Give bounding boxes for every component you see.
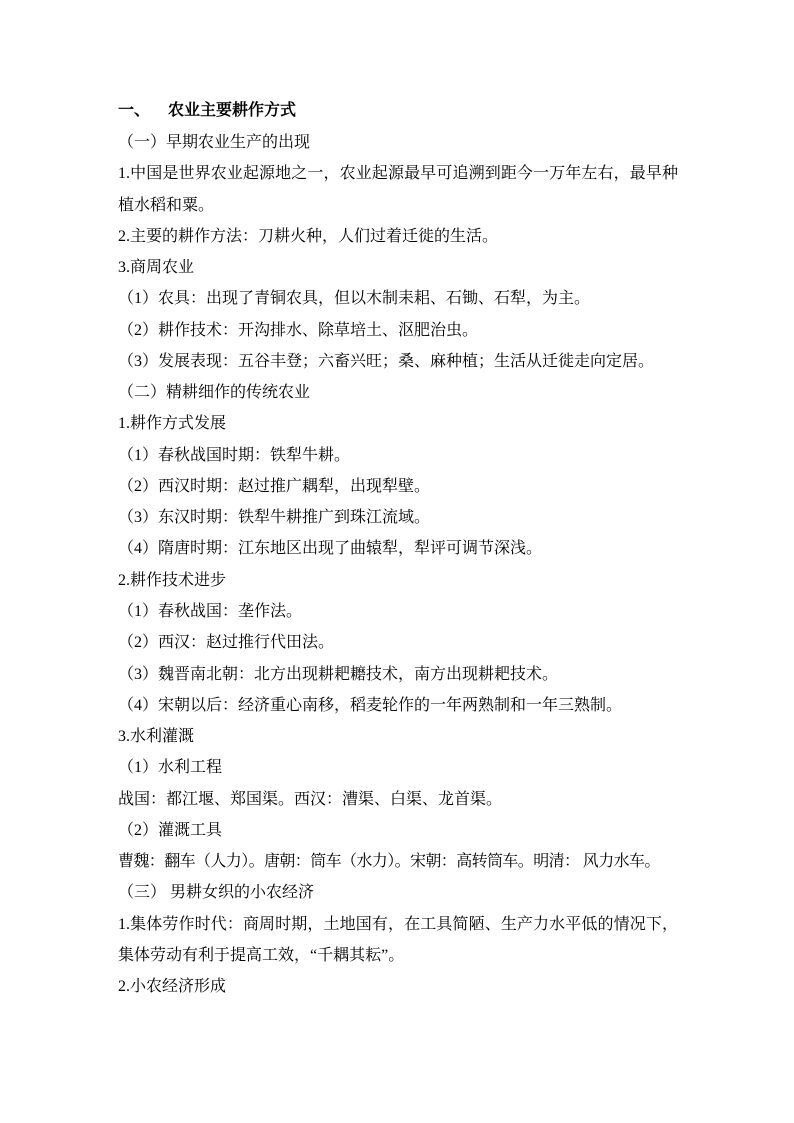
sub-item: （3）魏晋南北朝：北方出现耕耙耱技术，南方出现耕耙技术。 <box>118 665 559 683</box>
sub-item: （4）隋唐时期：江东地区出现了曲辕犁，犁评可调节深浅。 <box>118 540 543 558</box>
sub-item: （1）农具：出现了青铜农具，但以木制耒耜、石锄、石犁，为主。 <box>118 290 591 308</box>
sub-item: （3）东汉时期：铁犁牛耕推广到珠江流域。 <box>118 509 431 527</box>
sub-item: （2）灌溉工具 <box>118 821 223 839</box>
numbered-item: 2.耕作技术进步 <box>118 571 227 589</box>
sub-item: （1）春秋战国时期：铁犁牛耕。 <box>118 446 351 464</box>
section-heading: （一）早期农业生产的出现 <box>118 134 311 151</box>
chapter-title: 农业主要耕作方式 <box>168 102 297 119</box>
sub-item: （4）宋朝以后：经济重心南移，稻麦轮作的一年两熟制和一年三熟制。 <box>118 696 623 714</box>
body-text: 曹魏：翻车（人力）。唐朝：筒车（水力）。宋朝：高转筒车。明清： 风力水车。 <box>118 853 660 871</box>
numbered-item: 3.水利灌溉 <box>118 728 195 746</box>
sub-item: （3）发展表现：五谷丰登；六畜兴旺；桑、麻种植；生活从迁徙走向定居。 <box>118 352 655 370</box>
section-heading: （二）精耕细作的传统农业 <box>118 384 311 402</box>
chapter-heading <box>118 94 678 127</box>
numbered-item: 2.小农经济形成 <box>118 978 227 996</box>
numbered-item: 2.主要的耕作方法：刀耕火种，人们过着迁徙的生活。 <box>118 227 499 245</box>
body-text: 战国：都江堰、郑国渠。西汉：漕渠、白渠、龙首渠。 <box>118 790 503 808</box>
numbered-item: 1.中国是世界农业起源地之一，农业起源最早可追溯到距今一万年左右，最早种植水稻和粟。 <box>118 165 678 214</box>
sub-item: （2）耕作技术：开沟排水、除草培土、沤肥治虫。 <box>118 321 479 339</box>
section-heading: （三） 男耕女织的小农经济 <box>118 884 315 902</box>
chapter-number: 一、 <box>118 102 151 119</box>
numbered-item: 3.商周农业 <box>118 259 195 277</box>
document-body <box>118 94 678 1002</box>
sub-item: （1）春秋战国：垄作法。 <box>118 602 303 620</box>
sub-item: （2）西汉：赵过推行代田法。 <box>118 634 335 652</box>
numbered-item: 1.耕作方式发展 <box>118 415 227 433</box>
sub-item: （2）西汉时期：赵过推广耦犁，出现犁壁。 <box>118 477 431 495</box>
sub-item: （1）水利工程 <box>118 759 223 777</box>
numbered-item: 1.集体劳作时代：商周时期，土地国有，在工具简陋、生产力水平低的情况下，集体劳动有利于提高工效，“千耦其耘”。 <box>118 915 678 964</box>
